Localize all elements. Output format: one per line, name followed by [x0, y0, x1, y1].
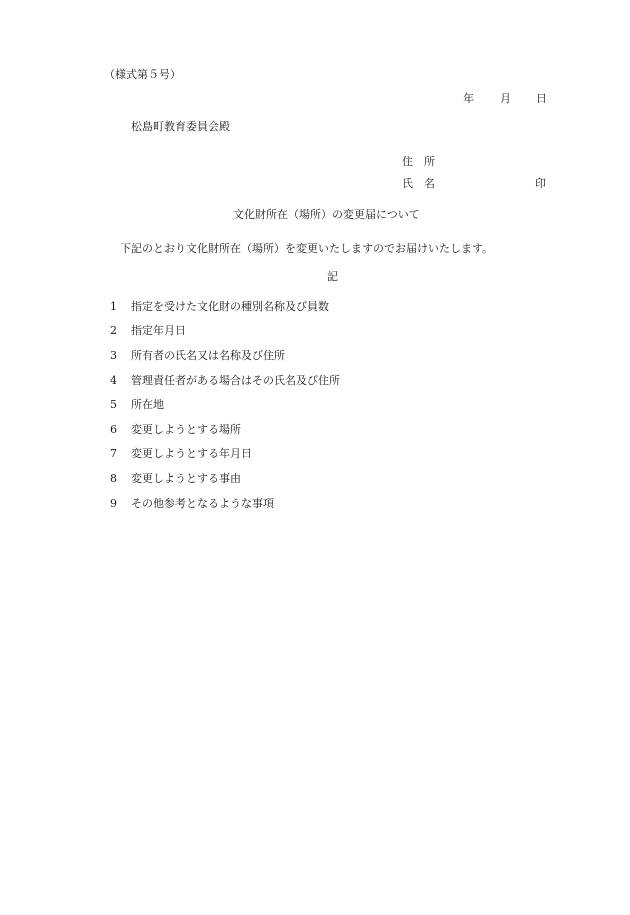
item-number: 2 — [110, 324, 117, 337]
item-text: 変更しようとする場所 — [131, 423, 241, 436]
address-label-char-1: 住 — [402, 155, 413, 168]
item-number: 8 — [110, 472, 117, 485]
address-label-char-2: 所 — [424, 155, 435, 168]
date-year-label: 年 — [463, 92, 474, 105]
seal-mark: 印 — [535, 177, 546, 190]
date-month-label: 月 — [500, 92, 511, 105]
name-label — [402, 177, 435, 191]
date-day-label: 日 — [536, 92, 547, 105]
item-text: 変更しようとする年月日 — [131, 447, 252, 460]
item-number: 1 — [110, 300, 117, 313]
item-number: 5 — [110, 398, 117, 411]
item-text: 所在地 — [131, 398, 164, 411]
intro-text: 下記のとおり文化財所在（場所）を変更いたしますのでお届けいたします。 — [120, 242, 494, 255]
name-label-char-1: 氏 — [402, 177, 413, 190]
document-title: 文化財所在（場所）の変更届について — [233, 208, 420, 221]
item-number: 4 — [110, 374, 117, 387]
addressee: 松島町教育委員会殿 — [131, 120, 230, 133]
item-number: 7 — [110, 447, 117, 460]
item-number: 6 — [110, 423, 117, 436]
item-text: 管理責任者がある場合はその氏名及び住所 — [131, 374, 340, 387]
item-number: 9 — [110, 497, 117, 510]
address-label — [402, 155, 435, 169]
item-text: 所有者の氏名又は名称及び住所 — [131, 349, 285, 362]
item-number: 3 — [110, 349, 117, 362]
name-label-char-2: 名 — [424, 177, 435, 190]
item-text: 指定年月日 — [131, 324, 186, 337]
item-text: 変更しようとする事由 — [131, 472, 241, 485]
ki-heading: 記 — [327, 270, 338, 283]
item-text: 指定を受けた文化財の種別名称及び員数 — [131, 300, 329, 313]
form-number: （様式第５号） — [104, 68, 181, 81]
item-text: その他参考となるような事項 — [131, 497, 274, 510]
